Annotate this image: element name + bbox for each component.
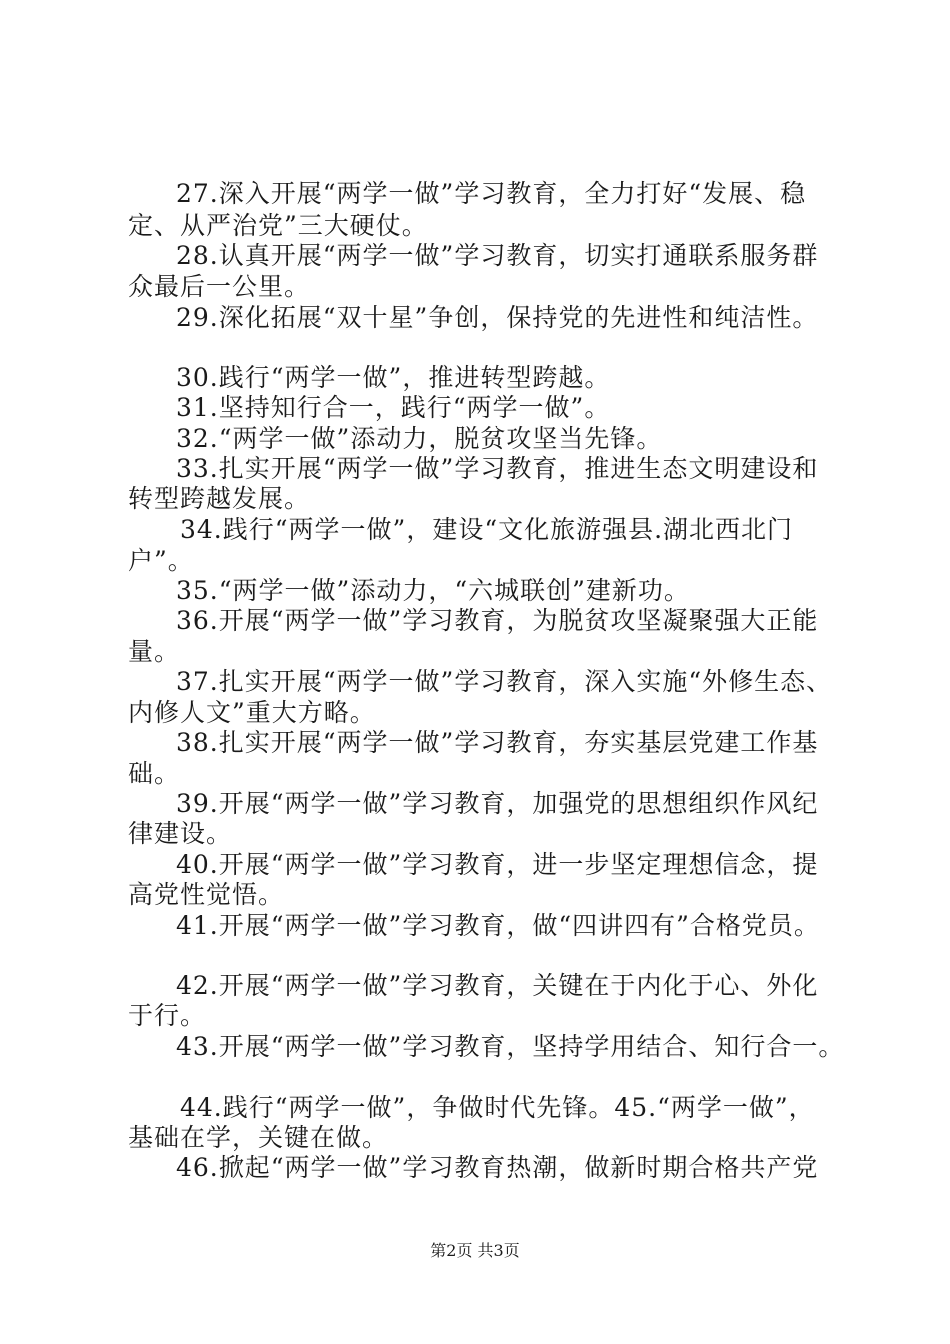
text-line: 39.开展“两学一做”学习教育，加强党的思想组织作风纪 [176, 789, 819, 818]
text-line: 律建设。 [128, 819, 233, 848]
text-line: 量。 [128, 637, 181, 666]
text-line: 28.认真开展“两学一做”学习教育，切实打通联系服务群 [176, 241, 819, 270]
text-line: 35.“两学一做”添动力，“六城联创”建新功。 [176, 576, 690, 605]
text-line: 41.开展“两学一做”学习教育，做“四讲四有”合格党员。 [176, 911, 820, 940]
text-line: 于行。 [128, 1001, 207, 1030]
text-line: 众最后一公里。 [128, 272, 311, 301]
text-line: 34.践行“两学一做”，建设“文化旅游强县.湖北西北门 [180, 515, 794, 544]
text-line: 27.深入开展“两学一做”学习教育，全力打好“发展、稳 [176, 179, 807, 208]
text-line: 46.掀起“两学一做”学习教育热潮，做新时期合格共产党 [176, 1153, 819, 1182]
text-line: 础。 [128, 759, 181, 788]
text-line: 内修人文”重大方略。 [128, 698, 376, 727]
text-line: 37.扎实开展“两学一做”学习教育，深入实施“外修生态、 [176, 667, 833, 696]
text-line: 43.开展“两学一做”学习教育，坚持学用结合、知行合一。 [176, 1032, 845, 1061]
text-line: 户”。 [128, 546, 194, 575]
page-footer: 第2页 共3页 [430, 1241, 520, 1260]
text-line: 40.开展“两学一做”学习教育，进一步坚定理想信念，提 [176, 850, 819, 879]
text-line: 基础在学，关键在做。 [128, 1123, 389, 1152]
text-line: 定、从严治党”三大硬仗。 [128, 211, 428, 240]
text-line: 高党性觉悟。 [128, 880, 285, 909]
text-line: 30.践行“两学一做”，推进转型跨越。 [176, 363, 611, 392]
text-line: 44.践行“两学一做”，争做时代先锋。45.“两学一做”， [180, 1093, 815, 1122]
text-line: 32.“两学一做”添动力，脱贫攻坚当先锋。 [176, 424, 663, 453]
text-line: 38.扎实开展“两学一做”学习教育，夯实基层党建工作基 [176, 728, 819, 757]
text-line: 31.坚持知行合一，践行“两学一做”。 [176, 393, 611, 422]
text-line: 转型跨越发展。 [128, 484, 311, 513]
text-line: 36.开展“两学一做”学习教育，为脱贫攻坚凝聚强大正能 [176, 606, 819, 635]
text-line: 29.深化拓展“双十星”争创，保持党的先进性和纯洁性。 [176, 303, 819, 332]
text-line: 33.扎实开展“两学一做”学习教育，推进生态文明建设和 [176, 454, 819, 483]
text-line: 42.开展“两学一做”学习教育，关键在于内化于心、外化 [176, 971, 819, 1000]
